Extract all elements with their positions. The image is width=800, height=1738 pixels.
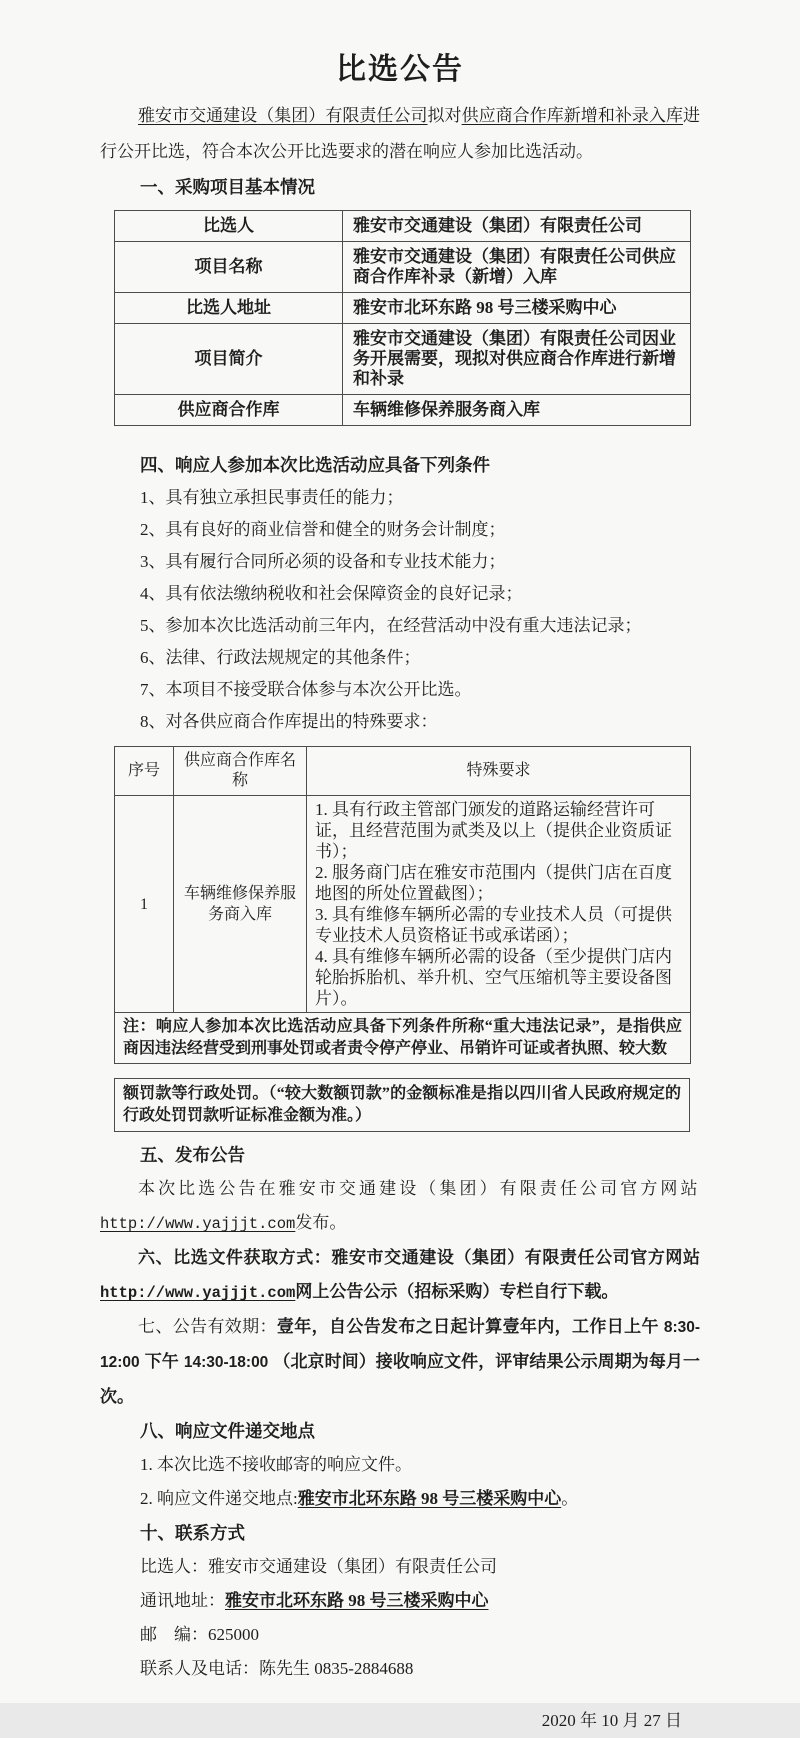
intro-target-underlined: 供应商合作库新增和补录入库 xyxy=(461,106,683,125)
special-requirements-table xyxy=(114,746,691,1064)
table-header-row xyxy=(115,747,691,796)
contact-buyer: 比选人：雅安市交通建设（集团）有限责任公司 xyxy=(140,1557,497,1576)
validity-label: 七、公告有效期： xyxy=(138,1317,277,1336)
header-library-name: 供应商合作库名称 xyxy=(174,747,307,796)
condition-item: 6、法律、行政法规规定的其他条件； xyxy=(140,648,421,667)
section-heading-contact: 十、联系方式 xyxy=(140,1523,245,1543)
doc-title: 比选公告 xyxy=(336,53,464,86)
table-row xyxy=(115,324,691,395)
table-row xyxy=(115,796,691,1013)
basic-info-table xyxy=(114,210,691,426)
row-value: 车辆维修保养服务商入库 xyxy=(343,395,691,426)
cell-requirements xyxy=(307,796,691,1013)
table-note-row xyxy=(115,1013,691,1064)
note-continuation-box: 额罚款等行政处罚。（“较大数额罚款”的金额标准是指以四川省人民政府规定的行政处罚罚款听证标准金额为准。） xyxy=(114,1078,690,1132)
obtain-documents-paragraph xyxy=(100,1241,700,1310)
cell-serial: 1 xyxy=(115,796,174,1013)
condition-item: 8、对各供应商合作库提出的特殊要求： xyxy=(140,712,438,731)
header-serial: 序号 xyxy=(115,747,174,796)
website-url[interactable]: http://www.yajjjt.com xyxy=(100,1284,296,1302)
publish-suffix: 发布。 xyxy=(295,1213,347,1232)
document-date: 2020 年 10 月 27 日 xyxy=(541,1711,682,1730)
row-label: 项目简介 xyxy=(115,324,343,395)
row-label: 供应商合作库 xyxy=(115,395,343,426)
contact-address: 雅安市北环东路 98 号三楼采购中心 xyxy=(225,1591,489,1610)
condition-item: 3、具有履行合同所必须的设备和专业技术能力； xyxy=(140,552,506,571)
table-row xyxy=(115,395,691,426)
row-value: 雅安市北环东路 98 号三楼采购中心 xyxy=(343,293,691,324)
morning-hours: 8:30-12:00 xyxy=(100,1319,701,1371)
requirement-item: 1. 具有行政主管部门颁发的道路运输经营许可证，且经营范围为贰类及以上（提供企业资质证书）； xyxy=(315,800,672,861)
header-special-requirements: 特殊要求 xyxy=(307,747,691,796)
validity-text-2: （北京时间）接收响应文件，评审结果公示周期为每月一次。 xyxy=(100,1352,700,1406)
section-heading-submission: 八、响应文件递交地点 xyxy=(140,1421,315,1441)
table-row xyxy=(115,242,691,293)
row-label: 比选人地址 xyxy=(115,293,343,324)
intro-rest: 进行公开比选，符合本次公开比选要求的潜在响应人参加比选活动。 xyxy=(100,106,700,161)
submission-item xyxy=(100,1482,700,1516)
intro-paragraph xyxy=(100,98,700,170)
publish-text: 本次比选公告在雅安市交通建设（集团）有限责任公司官方网站 xyxy=(138,1179,700,1198)
condition-item: 2、具有良好的商业信誉和健全的财务会计制度； xyxy=(140,520,506,539)
requirement-item: 2. 服务商门店在雅安市范围内（提供门店在百度地图的所处位置截图）； xyxy=(315,863,672,903)
obtain-suffix: 网上公告公示（招标采购）专栏自行下载。 xyxy=(295,1282,619,1301)
validity-text-1: 壹年，自公告发布之日起计算壹年内，工作日上午 xyxy=(276,1317,659,1336)
intro-company-underlined: 雅安市交通建设（集团）有限责任公司 xyxy=(138,106,428,125)
row-label: 项目名称 xyxy=(115,242,343,293)
requirement-item: 3. 具有维修车辆所必需的专业技术人员（可提供专业技术人员资格证书或承诺函）； xyxy=(315,905,672,945)
row-value: 雅安市交通建设（集团）有限责任公司 xyxy=(343,211,691,242)
section-heading-publish: 五、发布公告 xyxy=(140,1145,245,1165)
cell-library-name: 车辆维修保养服务商入库 xyxy=(174,796,307,1013)
submission-suffix: 。 xyxy=(561,1489,579,1508)
submission-prefix: 2. 响应文件递交地点: xyxy=(140,1489,298,1508)
submission-address: 雅安市北环东路 98 号三楼采购中心 xyxy=(297,1489,562,1508)
contact-postcode: 邮 编：625000 xyxy=(140,1625,259,1644)
row-label: 比选人 xyxy=(115,211,343,242)
condition-item: 1、具有独立承担民事责任的能力； xyxy=(140,488,404,507)
validity-paragraph xyxy=(100,1310,700,1414)
section-heading-conditions: 四、响应人参加本次比选活动应具备下列条件 xyxy=(140,455,490,475)
submission-item: 1. 本次比选不接收邮寄的响应文件。 xyxy=(140,1455,412,1474)
condition-item: 4、具有依法缴纳税收和社会保障资金的良好记录； xyxy=(140,584,523,603)
publish-paragraph xyxy=(100,1172,700,1241)
note-text: 注：响应人参加本次比选活动应具备下列条件所称“重大违法记录”，是指供应商因违法经营受到刑事处罚或者责令停产停业、吊销许可证或者执照、较大数 xyxy=(115,1013,691,1064)
table-row xyxy=(115,293,691,324)
condition-item: 7、本项目不接受联合体参与本次公开比选。 xyxy=(140,680,472,699)
contact-address-line xyxy=(100,1584,700,1618)
intro-mid: 拟对 xyxy=(427,106,462,125)
obtain-prefix: 六、比选文件获取方式：雅安市交通建设（集团）有限责任公司官方网站 xyxy=(138,1248,700,1267)
section-heading-basic-info: 一、采购项目基本情况 xyxy=(140,177,315,197)
validity-mid: 下午 xyxy=(144,1352,179,1371)
row-value: 雅安市交通建设（集团）有限责任公司因业务开展需要，现拟对供应商合作库进行新增和补录 xyxy=(343,324,691,395)
afternoon-hours: 14:30-18:00 xyxy=(183,1354,269,1371)
table-row xyxy=(115,211,691,242)
row-value: 雅安市交通建设（集团）有限责任公司供应商合作库补录（新增）入库 xyxy=(343,242,691,293)
address-label: 通讯地址： xyxy=(140,1591,225,1610)
website-url[interactable]: http://www.yajjjt.com xyxy=(100,1215,296,1233)
contact-person-phone: 联系人及电话：陈先生 0835-2884688 xyxy=(140,1659,414,1678)
condition-item: 5、参加本次比选活动前三年内，在经营活动中没有重大违法记录； xyxy=(140,616,642,635)
requirement-item: 4. 具有维修车辆所必需的设备（至少提供门店内轮胎拆胎机、举升机、空气压缩机等主要设备图片）。 xyxy=(315,947,672,1008)
